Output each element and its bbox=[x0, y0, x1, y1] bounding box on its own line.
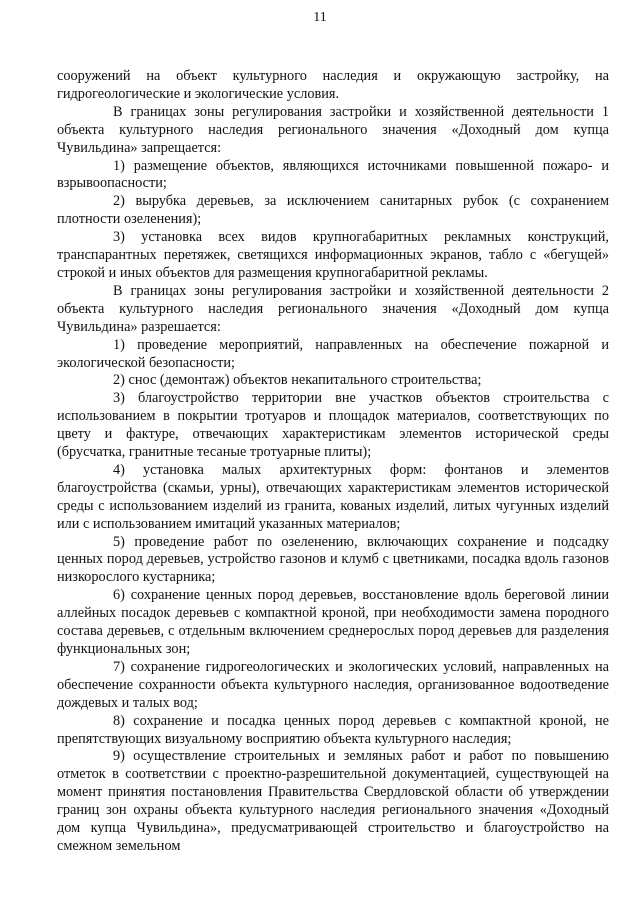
paragraph-prohibitions-intro: В границах зоны регулирования застройки и хозяйственной деятельности 1 объекта культурного наследия регионального значения «Доходный дом купца Чувильдина» запрещается: bbox=[57, 103, 609, 156]
permission-item-8: 8) сохранение и посадка ценных пород деревьев с компактной кроной, не препятствующих визуальному восприятию объекта культурного наследия; bbox=[57, 712, 609, 747]
prohibition-item-3: 3) установка всех видов крупногабаритных рекламных конструкций, транспарантных перетяжек, светящихся информационных экранов, табло с «бегущей» строкой и иных объектов для размещения крупногабаритной рекламы. bbox=[57, 229, 609, 281]
permission-item-9: 9) осуществление строительных и земляных работ и работ по повышению отметок в соответствии с проектно-разрешительной документацией, существующей на момент принятия постановления Правительства Свердловской области об утверждении границ зон охраны объекта культурного наследия регионального значения «Доходный дом купца Чувильдина», предусматривающей строительство и благоустройство на смежном земельном bbox=[57, 748, 609, 854]
permission-item-5: 5) проведение работ по озеленению, включающих сохранение и подсадку ценных пород деревьев, устройство газонов и клумб с цветниками, посадка вдоль газонов низкорослого кустарника; bbox=[57, 533, 609, 586]
prohibition-item-2: 2) вырубка деревьев, за исключением санитарных рубок (с сохранением плотности озеленения); bbox=[57, 193, 609, 228]
permission-item-7: 7) сохранение гидрогеологических и экологических условий, направленных на обеспечение сохранности объекта культурного наследия, организованное водоотведение дождевых и талых вод; bbox=[57, 658, 609, 711]
permission-item-2: 2) снос (демонтаж) объектов некапитального строительства; bbox=[113, 372, 482, 389]
permission-item-1: 1) проведение мероприятий, направленных на обеспечение пожарной и экологической безопасности; bbox=[57, 336, 609, 371]
prohibition-item-1: 1) размещение объектов, являющихся источниками повышенной пожаро- и взрывоопасности; bbox=[57, 157, 609, 192]
paragraph-continuation: сооружений на объект культурного наследия и окружающую застройку, на гидрогеологические и экологические условия. bbox=[57, 68, 609, 102]
paragraph-permissions-intro: В границах зоны регулирования застройки и хозяйственной деятельности 2 объекта культурного наследия регионального значения «Доходный дом купца Чувильдина» разрешается: bbox=[57, 282, 609, 335]
page-number: 11 bbox=[313, 10, 327, 25]
permission-item-3: 3) благоустройство территории вне участков объектов строительства с использованием в покрытии тротуаров и площадок материалов, соответствующих по цвету и фактуре, отвечающих характеристикам элементов исторической среды (брусчатка, гранитные тесаные тротуарные плиты); bbox=[57, 390, 609, 461]
permission-item-6: 6) сохранение ценных пород деревьев, восстановление вдоль береговой линии аллейных посадок деревьев с компактной кроной, при необходимости замена породного состава деревьев, с отдельным включением среднерослых пород деревьев для разделения функциональных зон; bbox=[57, 587, 609, 657]
permission-item-4: 4) установка малых архитектурных форм: фонтанов и элементов благоустройства (скамьи, урны), отвечающих характеристикам элементов исторической среды с использованием изделий из гранита, кованых изделий, литых чугунных изделий или с использованием имитаций указанных материалов; bbox=[57, 461, 609, 532]
document-body bbox=[57, 68, 609, 856]
